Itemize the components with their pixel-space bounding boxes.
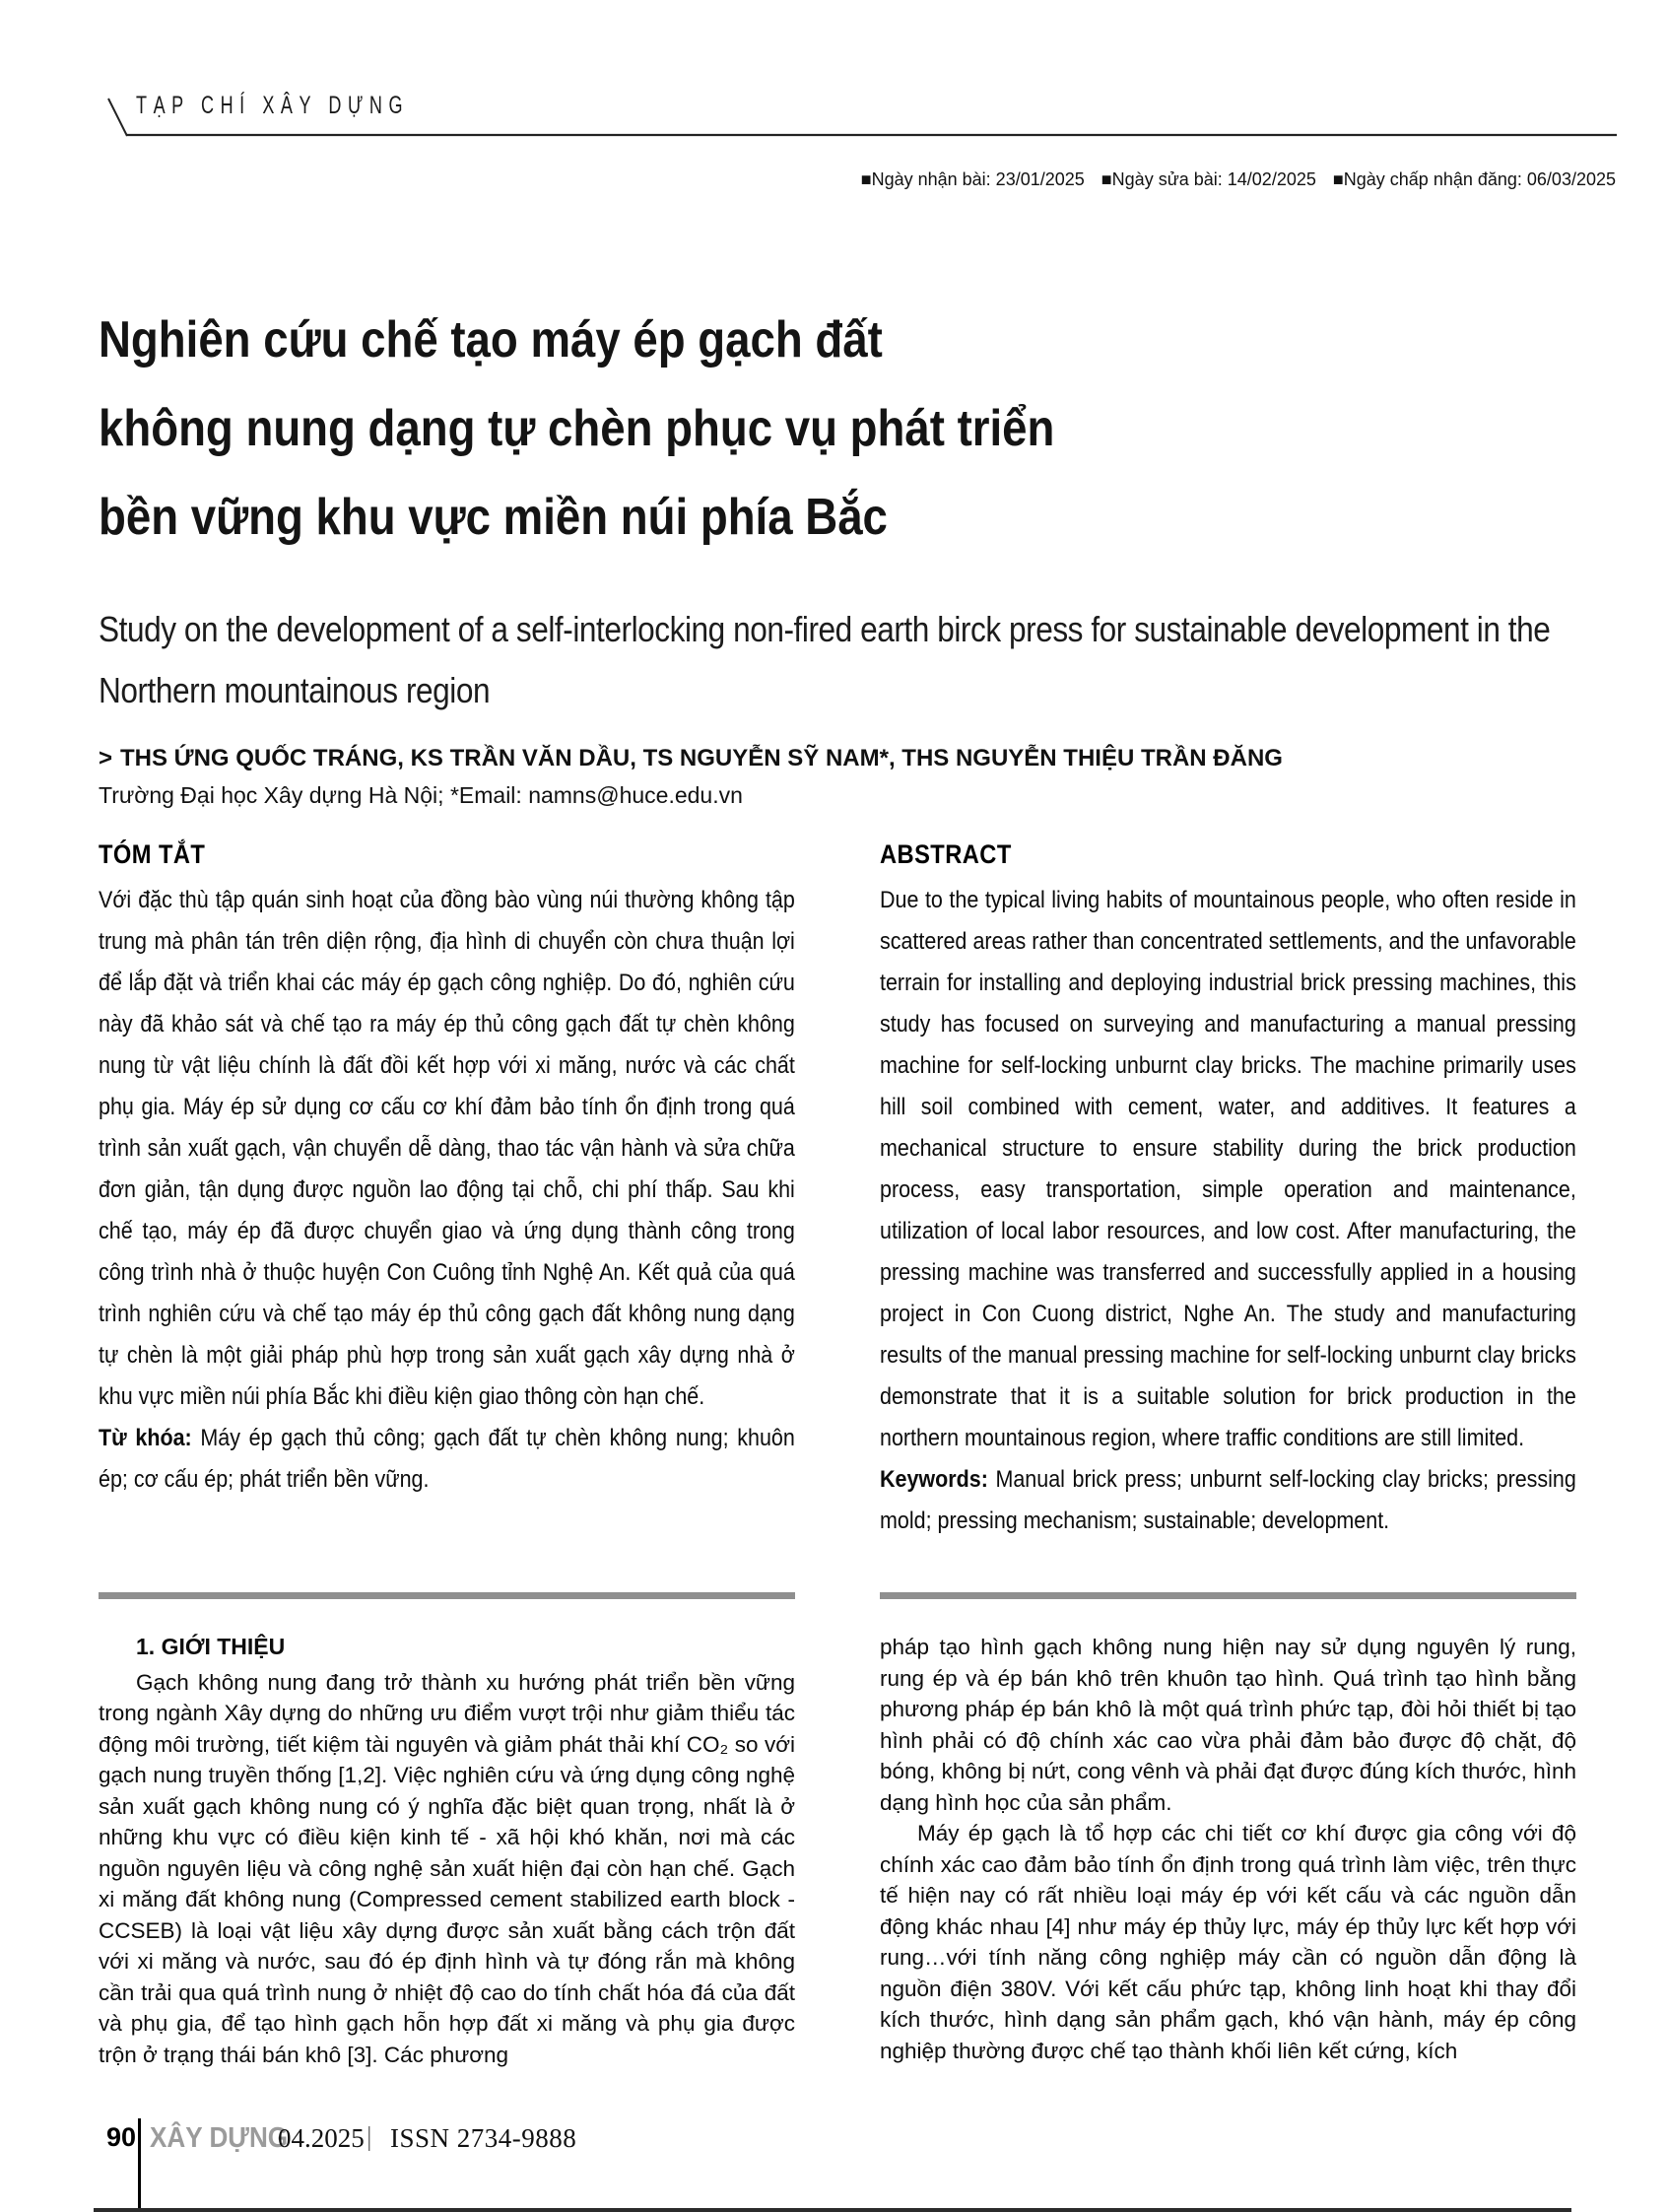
- intro-paragraph-col2-continuation: pháp tạo hình gạch không nung hiện nay sử dụng nguyên lý rung, rung ép và ép bán khô trên khuôn tạo hình. Quá trình tạo hình bằng phương pháp ép bán khô là một quá trình phức tạp, đòi hỏi thiết bị tạo hình phải có độ chính xác cao vừa phải đảm bảo được độ chặt, độ bóng, không bị nứt, cong vênh và phải đạt được đúng kích thước, hình dạng hình học của sản phẩm.: [880, 1635, 1576, 1815]
- journal-name: [136, 93, 469, 118]
- abstract-vi-heading: TÓM TẮT: [99, 839, 206, 869]
- abstract-divider-left: [99, 1592, 795, 1599]
- intro-paragraph-col1: Gạch không nung đang trở thành xu hướng phát triển bền vững trong ngành Xây dựng do những ưu điểm vượt trội như giảm thiểu tác động môi trường, tiết kiệm tài nguyên và giảm phát thải khí CO₂ so với gạch nung truyền thống [1,2]. Việc nghiên cứu và ứng dụng công nghệ sản xuất gạch không nung có ý nghĩa đặc biệt quan trọng, nhất là ở những khu vực có điều kiện kinh tế - xã hội khó khăn, nơi mà các nguồn nguyên liệu và công nghệ sản xuất hiện đại còn hạn chế. Gạch xi măng đất không nung (Compressed cement stabilized earth block - CCSEB) là loại vật liệu xây dựng được sản xuất bằng cách trộn đất với xi măng và nước, sau đó ép định hình và tự đóng rắn mà không cần trải qua quá trình nung ở nhiệt độ cao do tính chất hóa đá của đất và phụ gia, để tạo hình gạch hỗn hợp đất xi măng và phụ gia được trộn ở trạng thái bán khô [3]. Các phương: [99, 1669, 795, 2067]
- abstract-en-column: [880, 839, 1576, 1542]
- author-marker: >: [99, 745, 113, 771]
- date-received: ■Ngày nhận bài: 23/01/2025: [860, 169, 1085, 189]
- keywords-vi-text: Máy ép gạch thủ công; gạch đất tự chèn không nung; khuôn ép; cơ cấu ép; phát triển bền vững.: [99, 1425, 795, 1493]
- introduction-section: [99, 1632, 1576, 2070]
- keywords-vi-label: Từ khóa:: [99, 1425, 192, 1451]
- abstract-en-heading: ABSTRACT: [880, 839, 1012, 869]
- abstract-divider-right: [880, 1592, 1576, 1599]
- intro-column-1: [99, 1632, 795, 2070]
- abstract-en-keywords: [880, 1459, 1576, 1542]
- abstract-en-body: Due to the typical living habits of mountainous people, who often reside in scattered areas rather than concentrated settlements, and the unfavorable terrain for installing and deploying industrial brick pressing machines, this study has focused on surveying and manufacturing a manual pressing machine for self-locking unburnt clay bricks. The machine primarily uses hill soil combined with cement, water, and additives. It features a mechanical structure to ensure stability during the brick production process, easy transportation, simple operation and maintenance, utilization of local labor resources, and low cost. After manufacturing, the pressing machine was transferred and successfully applied in a housing project in Con Cuong district, Nghe An. The study and manufacturing results of the manual pressing machine for self-locking unburnt clay bricks demonstrate that it is a suitable solution for brick production in the northern mountainous region, where traffic conditions are still limited.: [880, 887, 1576, 1451]
- article-title-vi-line2: không nung dạng tự chèn phục vụ phát triển: [99, 400, 1055, 457]
- journal-logo-text: XÂY DỰNG: [150, 2122, 289, 2154]
- intro-paragraph-col2-second: Máy ép gạch là tổ hợp các chi tiết cơ khí được gia công với độ chính xác cao đảm bảo tính ổn định trong quá trình làm việc, trên thực tế hiện nay có rất nhiều loại máy ép với kết cấu và các nguồn dẫn động khác nhau [4] như máy ép thủy lực, máy ép thủy lực kết hợp với rung…với tính năng công nghiệp máy cần có nguồn dẫn động là nguồn điện 380V. Với kết cấu phức tạp, không linh hoạt khi thay đổi kích thước, hình dạng sản phẩm gạch, khó vận hành, máy ép công nghiệp thường được chế tạo thành khối liên kết cứng, kích: [880, 1821, 1576, 2063]
- keywords-en-label: Keywords:: [880, 1466, 988, 1493]
- issue-date: 04.2025: [278, 2123, 365, 2153]
- page-number: 90: [106, 2122, 137, 2152]
- date-accepted: ■Ngày chấp nhận đăng: 06/03/2025: [1332, 169, 1616, 189]
- affiliation-line: Trường Đại học Xây dựng Hà Nội; *Email: namns@huce.edu.vn: [99, 782, 743, 808]
- keywords-en-text: Manual brick press; unburnt self-locking clay bricks; pressing mold; pressing mechanism; sustainable; development.: [880, 1466, 1576, 1534]
- issn-number: ISSN 2734-9888: [390, 2123, 577, 2153]
- footer-vertical-rule: [138, 2118, 141, 2212]
- abstract-section: [99, 839, 1576, 1542]
- authors-line: [99, 745, 1596, 772]
- authors-text: THS ỨNG QUỐC TRÁNG, KS TRẦN VĂN DẦU, TS NGUYỄN SỸ NAM*, THS NGUYỄN THIỆU TRẦN ĐĂNG: [120, 745, 1283, 771]
- abstract-vi-body: Với đặc thù tập quán sinh hoạt của đồng bào vùng núi thường không tập trung mà phân tán trên diện rộng, địa hình di chuyển còn chưa thuận lợi để lắp đặt và triển khai các máy ép gạch công nghiệp. Do đó, nghiên cứu này đã khảo sát và chế tạo ra máy ép thủ công gạch đất tự chèn không nung từ vật liệu chính là đất đồi kết hợp với xi măng, nước và các chất phụ gia. Máy ép sử dụng cơ cấu cơ khí đảm bảo tính ổn định trong quá trình sản xuất gạch, vận chuyển dễ dàng, thao tác vận hành và sửa chữa đơn giản, tận dụng được nguồn lao động tại chỗ, chi phí thấp. Sau khi chế tạo, máy ép đã được chuyển giao và ứng dụng thành công trong công trình nhà ở thuộc huyện Con Cuông tỉnh Nghệ An. Kết quả của quá trình nghiên cứu và chế tạo máy ép thủ công gạch đất không nung dạng tự chèn là một giải pháp phù hợp trong sản xuất gạch xây dựng nhà ở khu vực miền núi phía Bắc khi điều kiện giao thông còn hạn chế.: [99, 887, 795, 1410]
- abstract-vi-column: [99, 839, 795, 1542]
- bottom-page-bar: [94, 2208, 1571, 2212]
- article-title-vi-line1: Nghiên cứu chế tạo máy ép gạch đất: [99, 311, 883, 369]
- footer-separator: |: [367, 2121, 372, 2151]
- article-title-vi: [99, 296, 1596, 562]
- abstract-vi-keywords: [99, 1418, 795, 1501]
- intro-heading: 1. GIỚI THIỆU: [136, 1634, 286, 1659]
- header-rule-decoration: [0, 0, 1668, 158]
- date-revised: ■Ngày sửa bài: 14/02/2025: [1101, 169, 1316, 189]
- intro-column-2: [880, 1632, 1576, 2070]
- journal-name-text: TẠP CHÍ XÂY DỰNG: [136, 91, 410, 119]
- submission-dates: [861, 169, 1616, 190]
- article-title-vi-line3: bền vững khu vực miền núi phía Bắc: [99, 489, 888, 546]
- article-title-en: Study on the development of a self-interlocking non-fired earth birck press for sustainable development in the Northern mountainous region: [99, 609, 1551, 710]
